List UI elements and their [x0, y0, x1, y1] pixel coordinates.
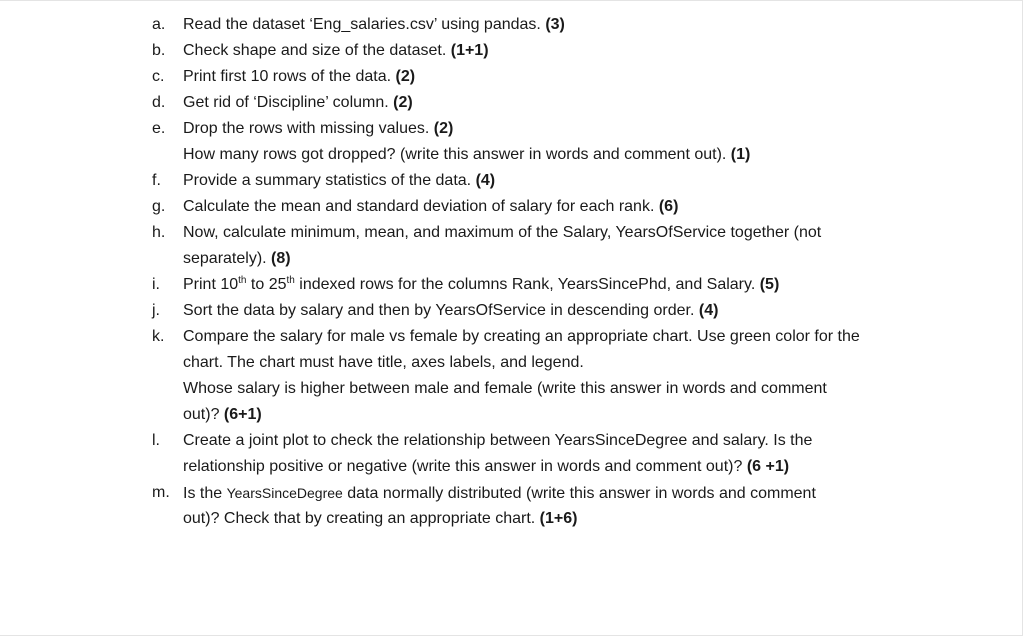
item-letter: c.: [152, 68, 165, 85]
item-text: out)? Check that by creating an appropriate chart. (1+6): [183, 510, 578, 527]
item-marks: (1): [730, 146, 751, 163]
list-item: [0, 428, 1024, 454]
item-text: Compare the salary for male vs female by creating an appropriate chart. Use green color for the: [183, 328, 860, 345]
item-text: separately). (8): [183, 250, 291, 267]
superscript: th: [286, 275, 295, 286]
item-text: Print 10th to 25th indexed rows for the columns Rank, YearsSincePhd, and Salary. (5): [183, 275, 780, 293]
item-text: Create a joint plot to check the relationship between YearsSinceDegree and salary. Is the: [183, 432, 813, 449]
list-item: [0, 38, 1024, 64]
question-list: [0, 12, 1024, 532]
item-letter: a.: [152, 16, 166, 33]
item-marks: (1+6): [539, 510, 578, 527]
item-marks: (6+1): [223, 406, 262, 423]
item-marks: (1+1): [450, 42, 489, 59]
item-text: out)? (6+1): [183, 406, 262, 423]
item-text: Check shape and size of the dataset. (1+1): [183, 42, 489, 59]
item-text: Print first 10 rows of the data. (2): [183, 68, 416, 85]
list-item-continuation: [0, 376, 1024, 402]
list-item: [0, 12, 1024, 38]
item-letter: h.: [152, 224, 166, 241]
superscript: th: [238, 275, 247, 286]
list-item-continuation: [0, 506, 1024, 532]
list-item: [0, 116, 1024, 142]
list-item: [0, 298, 1024, 324]
item-text: Is the YearsSinceDegree data normally distributed (write this answer in words and comment: [183, 485, 816, 502]
item-letter: i.: [152, 276, 160, 293]
item-marks: (4): [698, 302, 719, 319]
item-text: Get rid of ‘Discipline’ column. (2): [183, 94, 413, 111]
column-name: YearsSinceDegree: [226, 485, 343, 501]
item-text: Sort the data by salary and then by YearsOfService in descending order. (4): [183, 302, 719, 319]
item-letter: e.: [152, 120, 166, 137]
list-item-continuation: [0, 142, 1024, 168]
item-letter: m.: [152, 484, 170, 501]
list-item: [0, 194, 1024, 220]
item-text: Now, calculate minimum, mean, and maximum of the Salary, YearsOfService together (not: [183, 224, 822, 241]
item-marks: (6): [658, 198, 679, 215]
list-item-continuation: [0, 350, 1024, 376]
item-letter: f.: [152, 172, 161, 189]
item-text: chart. The chart must have title, axes labels, and legend.: [183, 354, 584, 371]
list-item: [0, 168, 1024, 194]
list-item: [0, 220, 1024, 246]
list-item: [0, 64, 1024, 90]
item-text: Provide a summary statistics of the data. (4): [183, 172, 496, 189]
item-marks: (5): [759, 276, 780, 293]
item-text: Drop the rows with missing values. (2): [183, 120, 454, 137]
item-marks: (6 +1): [746, 458, 790, 475]
item-marks: (4): [475, 172, 496, 189]
item-marks: (2): [395, 68, 416, 85]
item-marks: (2): [393, 94, 413, 111]
item-text: Whose salary is higher between male and female (write this answer in words and comment: [183, 380, 827, 397]
item-text: Calculate the mean and standard deviation of salary for each rank. (6): [183, 198, 679, 215]
item-letter: l.: [152, 432, 160, 449]
item-letter: b.: [152, 42, 166, 59]
item-letter: j.: [152, 302, 160, 319]
list-item: [0, 90, 1024, 116]
list-item-continuation: [0, 402, 1024, 428]
item-marks: (2): [433, 120, 454, 137]
item-marks: (3): [545, 16, 565, 33]
item-marks: (8): [271, 250, 291, 267]
item-letter: g.: [152, 198, 166, 215]
item-text: How many rows got dropped? (write this answer in words and comment out). (1): [183, 146, 751, 163]
list-item: [0, 272, 1024, 298]
list-item-continuation: [0, 454, 1024, 480]
list-item-continuation: [0, 246, 1024, 272]
item-text: relationship positive or negative (write this answer in words and comment out)? (6 +1): [183, 458, 790, 475]
item-letter: d.: [152, 94, 166, 111]
item-text: Read the dataset ‘Eng_salaries.csv’ using pandas. (3): [183, 16, 565, 33]
item-letter: k.: [152, 328, 165, 345]
list-item: [0, 480, 1024, 506]
list-item: [0, 324, 1024, 350]
